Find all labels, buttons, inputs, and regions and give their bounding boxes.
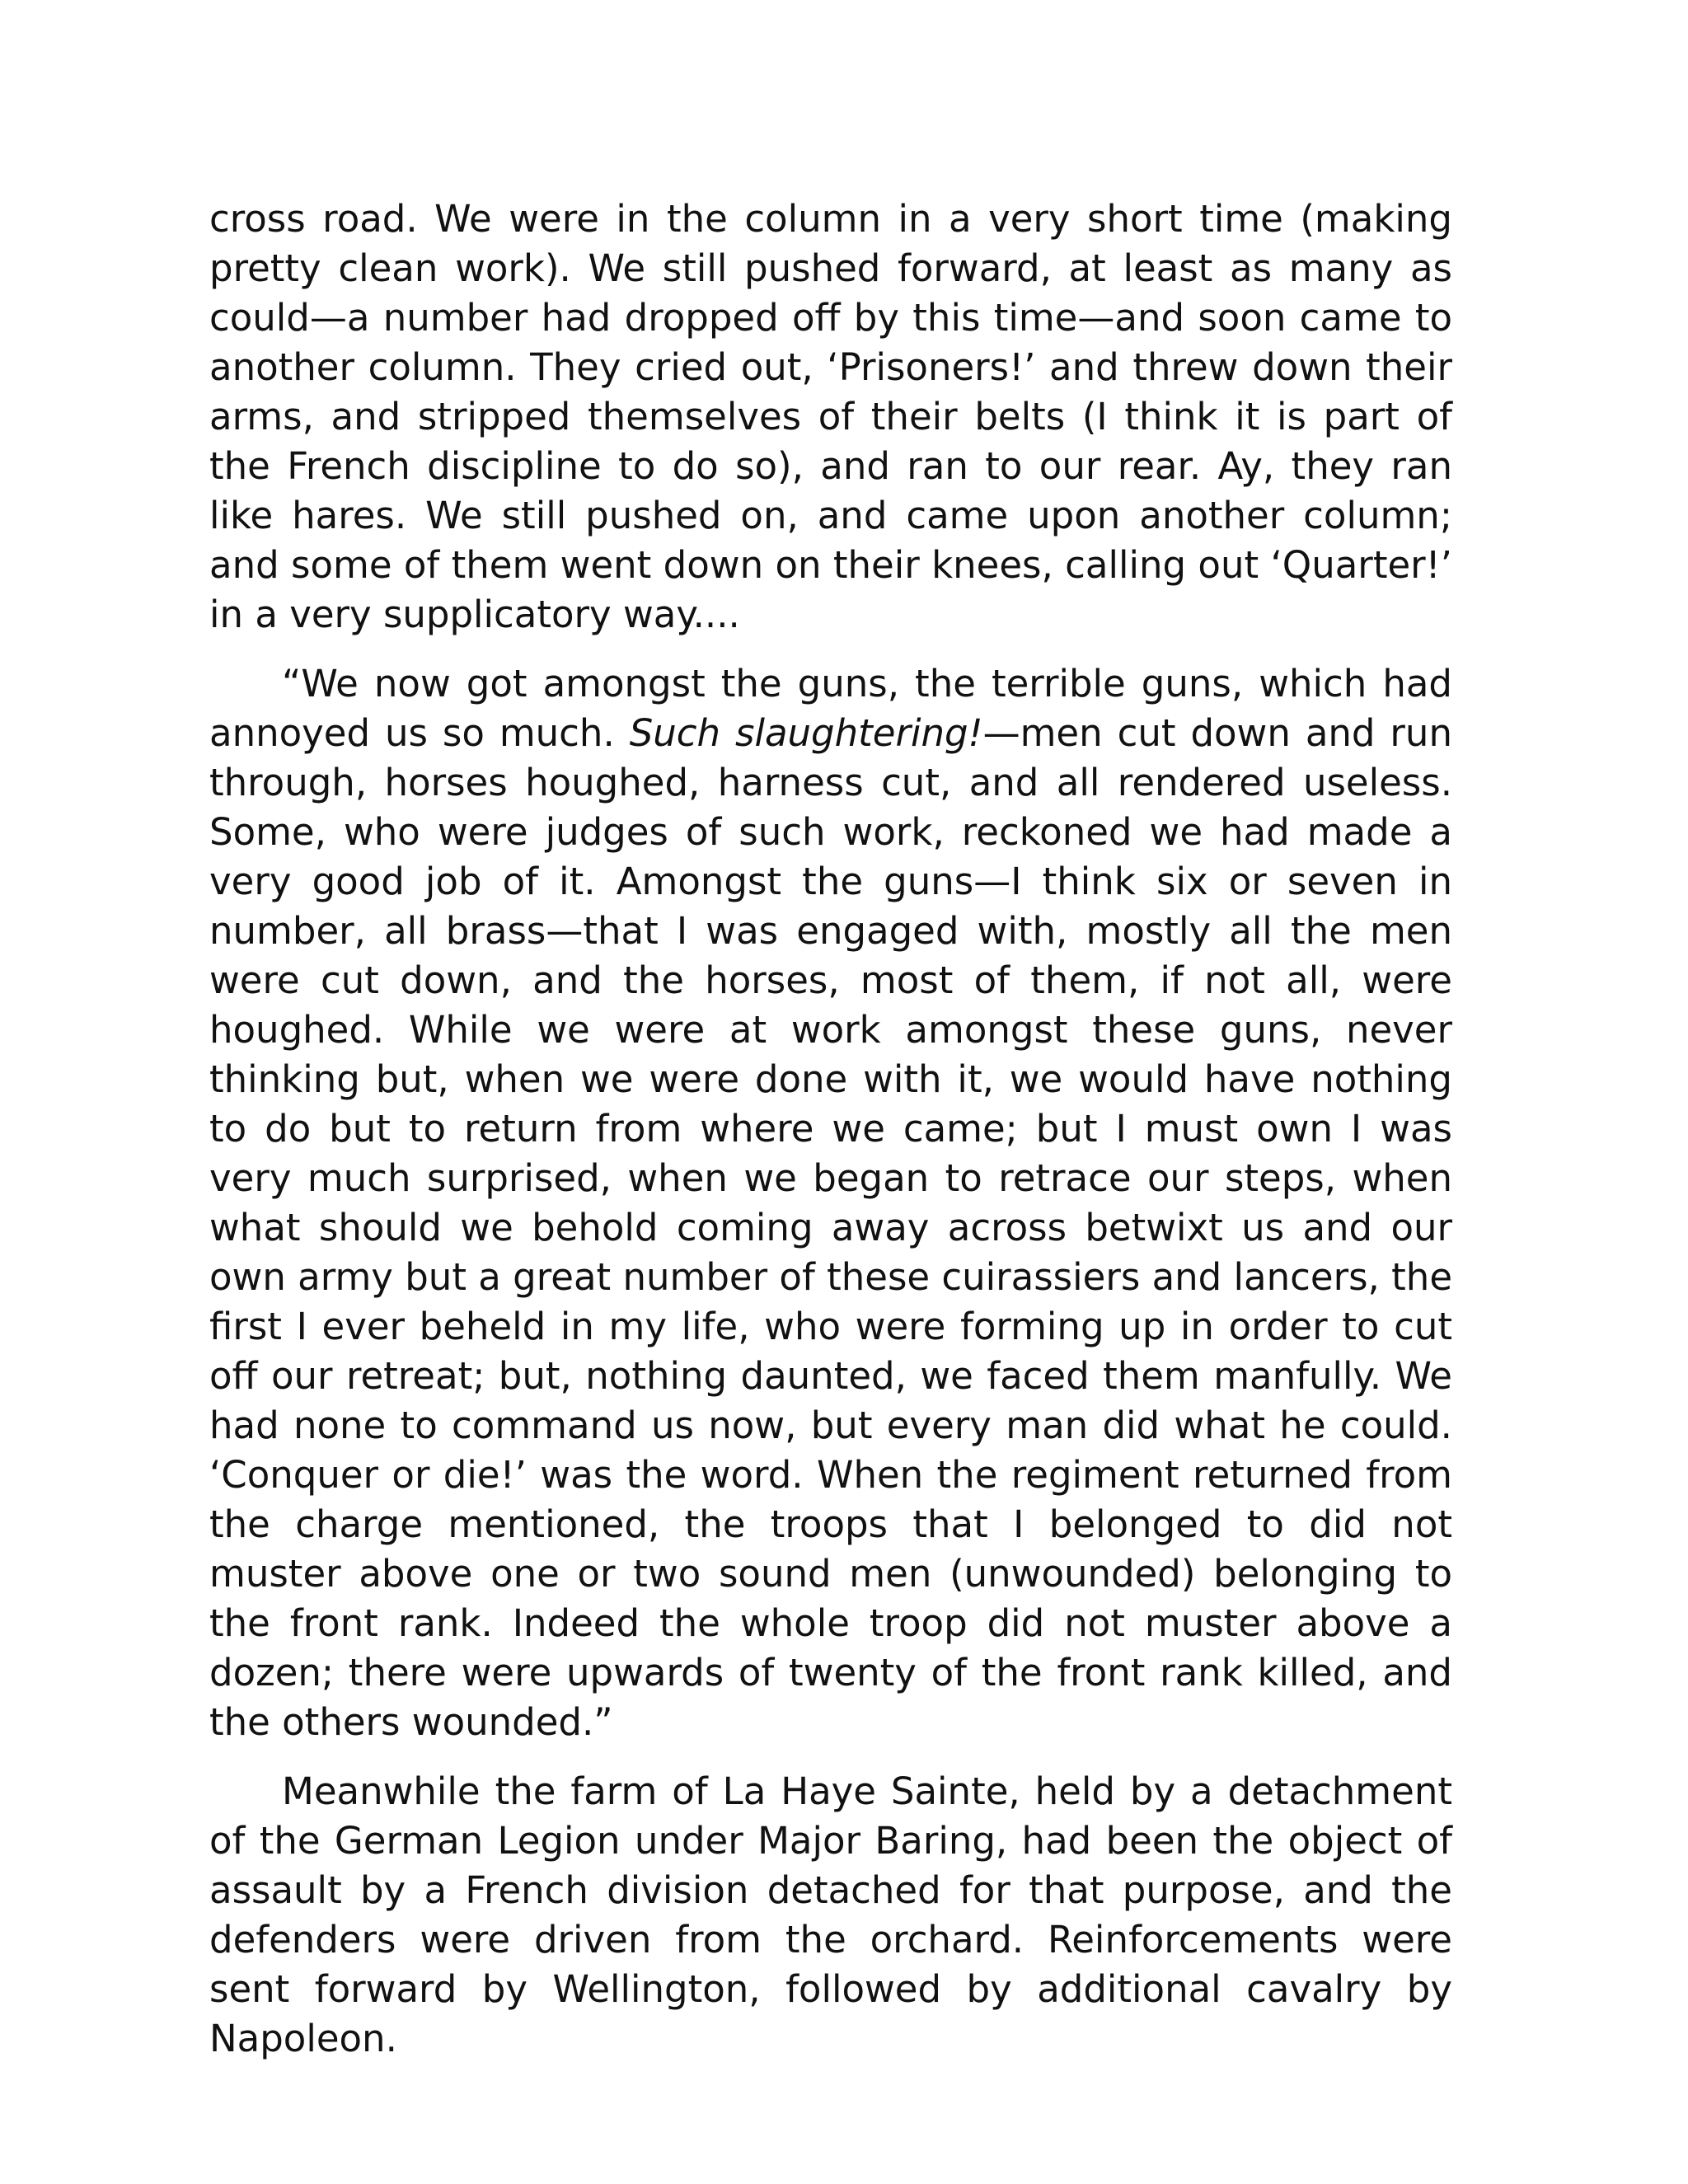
page-body [209, 194, 1452, 2083]
paragraph-3-text: Meanwhile the farm of La Haye Sainte, held by a detachment of the German Legion under Major Baring, had been the object of assault by a French division detached for that purpose, and the defenders were driven from the orchard. Reinforcements were sent forward by Wellington, followed by additional cavalry by Napoleon. [209, 1769, 1452, 2060]
paragraph-2-text-b: —men cut down and run through, horses houghed, harness cut, and all rendered useless. Some, who were judges of such work, reckoned we had made a very good job of it. Amongst the guns—I think six or seven in number, all brass—that I was engaged with, mostly all the men were cut down, and the horses, most of them, if not all, were houghed. While we were at work amongst these guns, never thinking but, when we were done with it, we would have nothing to do but to return from where we came; but I must own I was very much surprised, when we began to retrace our steps, when what should we behold coming away across betwixt us and our own army but a great number of these cuirassiers and lancers, the first I ever beheld in my life, who were forming up in order to cut off our retreat; but, nothing daunted, we faced them manfully. We had none to command us now, but every man did what he could. ‘Conquer or die!’ was the word. When the regiment returned from the charge mentioned, the troops that I belonged to did not muster above one or two sound men (unwounded) belonging to the front rank. Indeed the whole troop did not muster above a dozen; there were upwards of twenty of the front rank killed, and the others wounded.” [209, 711, 1452, 1744]
paragraph-1-text: cross road. We were in the column in a very short time (making pretty clean work). We still pushed forward, at least as many as could—a number had dropped off by this time—and soon came to another column. They cried out, ‘Prisoners!’ and threw down their arms, and stripped themselves of their belts (I think it is part of the French discipline to do so), and ran to our rear. Ay, they ran like hares. We still pushed on, and came upon another column; and some of them went down on their knees, calling out ‘Quarter!’ in a very supplicatory way.... [209, 197, 1452, 636]
paragraph-2-text-a: “We now got amongst the guns, the terrible guns, which had annoyed us so much. [209, 662, 1452, 755]
paragraph-2-italic-text: Such slaughtering! [629, 711, 983, 755]
paragraph-2 [209, 659, 1452, 1747]
paragraph-3 [209, 1767, 1452, 2064]
paragraph-1 [209, 194, 1452, 640]
